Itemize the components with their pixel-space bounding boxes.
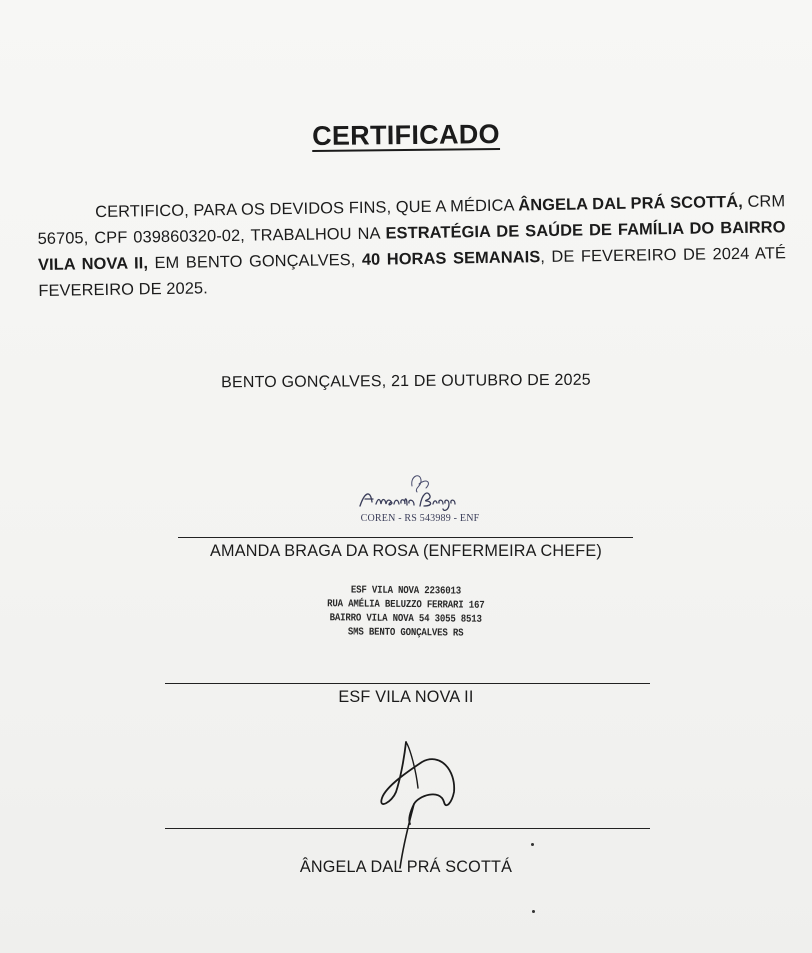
coren-registration: COREN - RS 543989 - ENF [360,513,480,524]
stamp-line-3: BAIRRO VILA NOVA 54 3055 8513 [329,612,482,626]
doctor-signature-image [370,740,465,875]
doctor-printed-name: ÂNGELA DAL PRÁ SCOTTÁ [299,858,513,876]
body-text-part-1: CERTIFICO, PARA OS DEVIDOS FINS, QUE A MÉDICA [95,196,519,222]
health-unit-bold: ESTRATÉGIA DE SAÚDE DE FAMÍLIA DO BAIRRO VILA NOVA II, [37,218,786,274]
certificate-body [37,188,787,304]
paper-speck [531,843,534,846]
body-text-part-4: , DE FEVEREIRO DE 2024 ATÉ FEVEREIRO DE 2025. [38,244,787,300]
document-title: CERTIFICADO [311,119,501,151]
nurse-signature-line [178,537,633,538]
place-and-date: BENTO GONÇALVES, 21 DE OUTUBRO DE 2025 [221,371,591,392]
unit-signature-line [165,683,650,684]
body-text-part-2: CRM 56705, CPF 039860320-02, TRABALHOU NA [37,192,786,248]
stamp-line-2: RUA AMÉLIA BELUZZO FERRARI 167 [327,598,485,612]
nurse-printed-name: AMANDA BRAGA DA ROSA (ENFERMEIRA CHEFE) [210,542,602,560]
paper-speck [532,910,535,913]
body-text-part-3: EM BENTO GONÇALVES, [147,250,363,273]
stamp-line-4: SMS BENTO GONÇALVES RS [347,626,464,640]
doctor-signature-line [165,828,650,829]
unit-stamp [314,583,497,641]
weekly-hours-bold: 40 HORAS SEMANAIS [361,248,541,269]
unit-printed-name: ESF VILA NOVA II [338,688,474,706]
doctor-name-bold: ÂNGELA DAL PRÁ SCOTTÁ, [518,192,743,215]
stamp-line-1: ESF VILA NOVA 2236013 [350,584,462,598]
